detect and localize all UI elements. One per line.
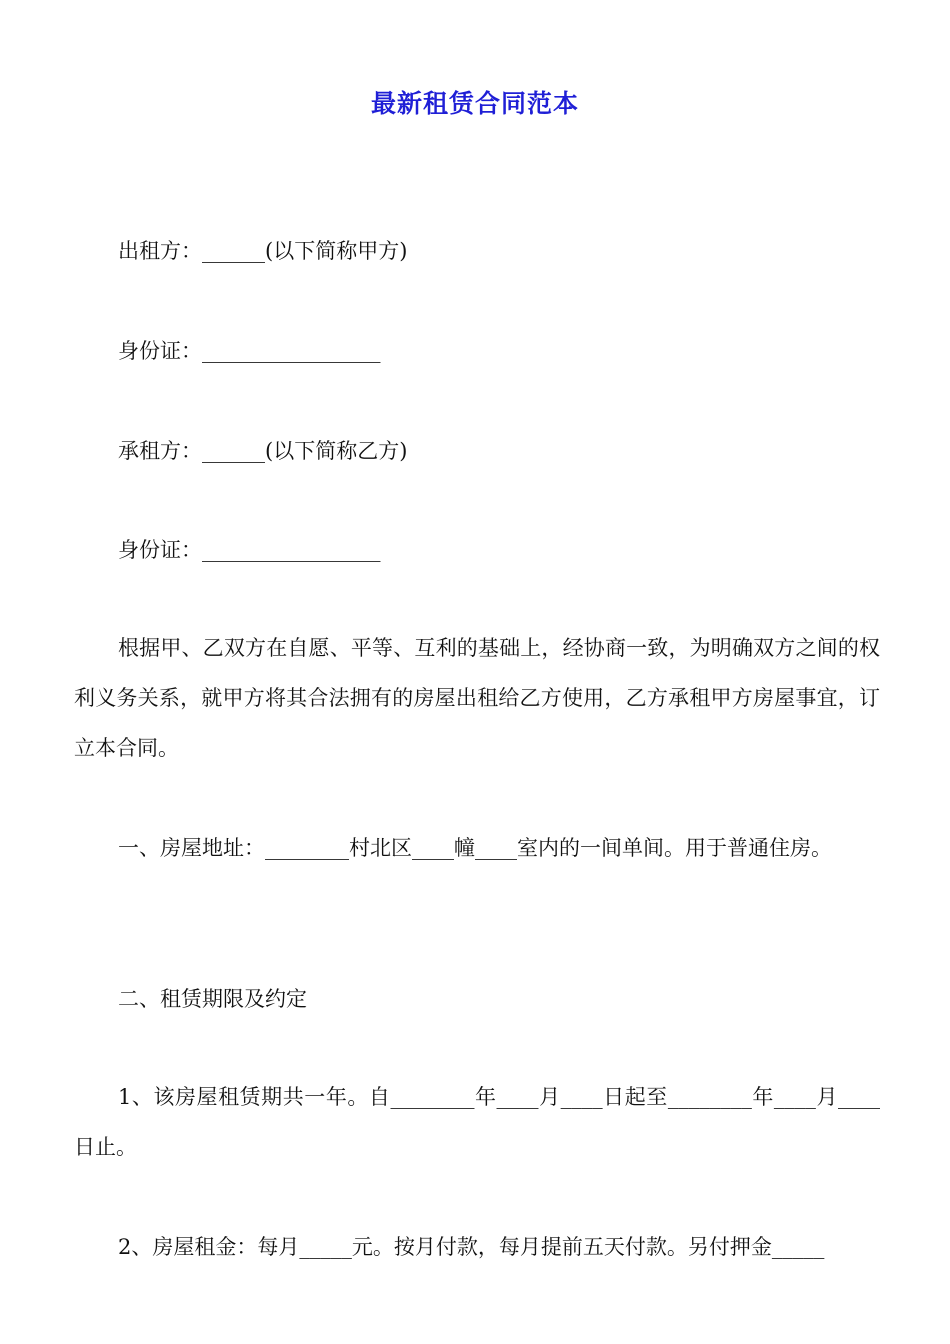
clause-1-address: 一、房屋地址：________村北区____幢____室内的一间单间。用于普通住房。 bbox=[118, 836, 832, 860]
document-title: 最新租赁合同范本 bbox=[370, 89, 579, 118]
preamble-paragraph: 根据甲、乙双方在自愿、平等、互利的基础上，经协商一致，为明确双方之间的权利义务关系，就甲方将其合法拥有的房屋出租给乙方使用，乙方承租甲方房屋事宜，订立本合同。 bbox=[74, 636, 880, 760]
item-2-1-term: 1、该房屋租赁期共一年。自________年____月____日起至________年____月____日止。 bbox=[74, 1085, 880, 1159]
item-2-2-rent: 2、房屋租金：每月_____元。按月付款，每月提前五天付款。另付押金_____ bbox=[118, 1235, 825, 1259]
lessor-id-line: 身份证：_________________ bbox=[118, 339, 381, 363]
lessee-id-line: 身份证：_________________ bbox=[118, 538, 381, 562]
lessor-line: 出租方：______(以下简称甲方) bbox=[118, 239, 408, 263]
section-2-heading: 二、租赁期限及约定 bbox=[118, 987, 307, 1011]
lessee-line: 承租方：______(以下简称乙方) bbox=[118, 439, 408, 463]
